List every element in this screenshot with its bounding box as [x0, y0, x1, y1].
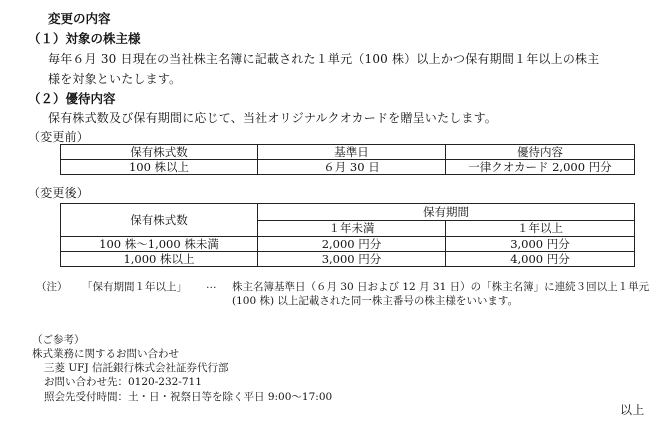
after-header-period: 保有期間: [258, 204, 635, 221]
note-line1: 株主名簿基準日（６月 30 日および 12 月 31 日）の「株主名簿」に連続３回以上１単元: [232, 281, 650, 293]
after-label: （変更後）: [28, 186, 90, 200]
before-header-shares: 保有株式数: [61, 145, 258, 160]
section1-title: （１）対象の株主様: [28, 31, 141, 46]
reference-line2: 三菱 UFJ 信託銀行株式会社証券代行部: [44, 362, 229, 374]
after-row1-shares: 100 株～1,000 株未満: [61, 237, 258, 252]
reference-line4: 照会先受付時間：土・日・祝祭日等を除く平日 9:00～17:00: [44, 391, 333, 403]
section2-body: 保有株式数及び保有期間に応じて、当社オリジナルクオカードを贈呈いたします。: [48, 111, 498, 125]
before-label: （変更前）: [28, 130, 90, 144]
after-row-1: [61, 237, 635, 252]
after-row-2: [61, 252, 635, 267]
after-header-row: [61, 204, 635, 221]
after-row2-over1: 4,000 円分: [446, 252, 635, 267]
after-subheader-over1: １年以上: [446, 220, 635, 237]
reference-title: （ご参考）: [32, 334, 85, 346]
after-row2-under1: 3,000 円分: [258, 252, 446, 267]
after-table: [60, 203, 635, 267]
reference-line1: 株式業務に関するお問い合わせ: [32, 348, 179, 360]
before-header-row: [61, 145, 635, 160]
after-row1-over1: 3,000 円分: [446, 237, 635, 252]
note-marker: （注）: [36, 281, 68, 293]
after-row2-shares: 1,000 株以上: [61, 252, 258, 267]
page-heading: 変更の内容: [48, 11, 111, 26]
after-subheader-under1: １年未満: [258, 220, 446, 237]
after-row1-under1: 2,000 円分: [258, 237, 446, 252]
note-line2: (100 株) 以上記載された同一株主番号の株主様をいいます。: [232, 295, 519, 307]
before-cell-date: ６月 30 日: [258, 160, 446, 175]
reference-line3: お問い合わせ先：0120-232-711: [44, 376, 202, 388]
note-dots: …: [206, 279, 217, 291]
after-header-shares: 保有株式数: [61, 204, 258, 237]
before-cell-benefit: 一律クオカード 2,000 円分: [446, 160, 635, 175]
section1-body-line2: 様を対象といたします。: [48, 72, 182, 86]
before-table: [60, 144, 635, 175]
section1-body-line1: 毎年６月 30 日現在の当社株主名簿に記載された１単元（100 株）以上かつ保有期間１年以上の株主: [48, 52, 600, 66]
note-term: 「保有期間１年以上」: [82, 281, 187, 293]
before-cell-shares: 100 株以上: [61, 160, 258, 175]
before-row: [61, 160, 635, 175]
section2-title: （２）優待内容: [28, 91, 116, 106]
closing-text: 以上: [620, 403, 645, 417]
before-header-benefit: 優待内容: [446, 145, 635, 160]
before-header-date: 基準日: [258, 145, 446, 160]
